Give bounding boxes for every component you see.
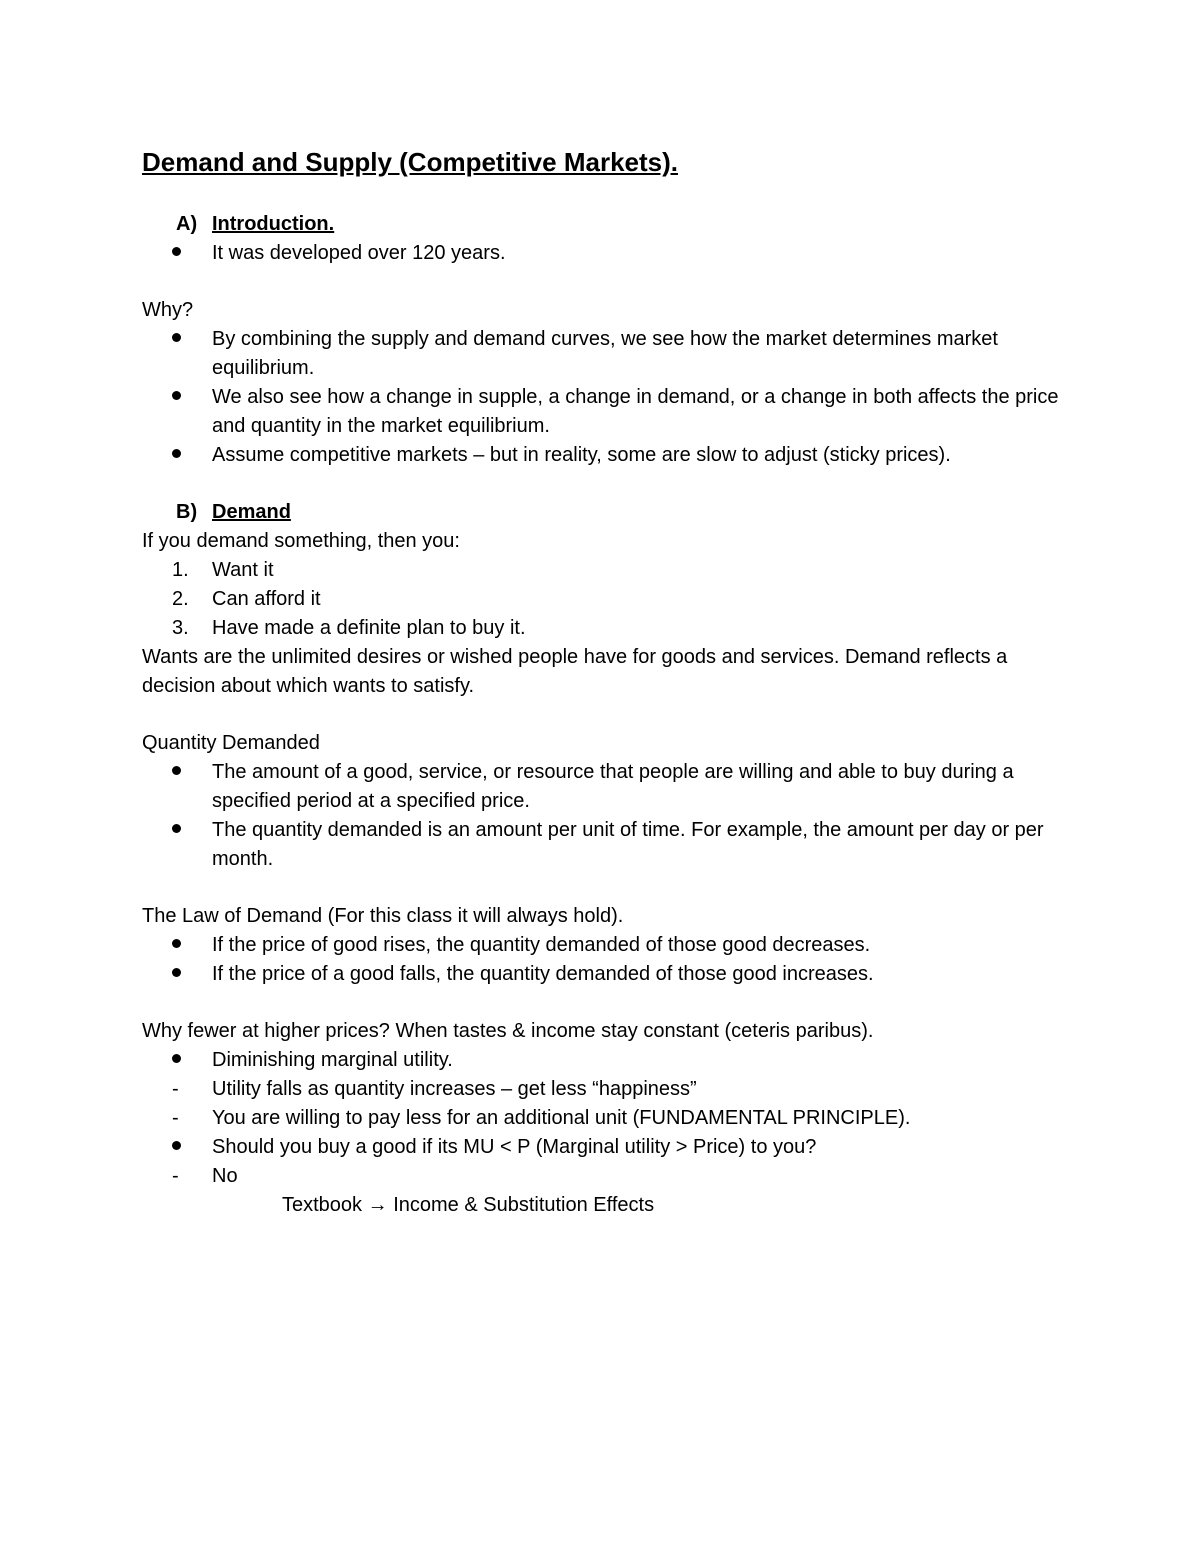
list-item: The amount of a good, service, or resource that people are willing and able to buy during a specified period at a specified price.	[142, 758, 1062, 816]
bullet-icon	[172, 758, 202, 787]
list-item: It was developed over 120 years.	[142, 239, 1062, 268]
textbook-label: Textbook	[282, 1194, 363, 1216]
bullet-icon	[172, 816, 202, 845]
bullet-icon	[172, 239, 202, 268]
document-body	[142, 210, 1062, 1220]
arrow-right-icon: →	[367, 1194, 388, 1216]
law-of-demand-bullets	[142, 931, 1062, 989]
section-a-title: Introduction.	[212, 213, 335, 235]
bullet-icon	[172, 960, 202, 989]
list-item: We also see how a change in supple, a change in demand, or a change in both affects the price and quantity in the market equilibrium.	[142, 383, 1062, 441]
list-item: Should you buy a good if its MU < P (Marginal utility > Price) to you?	[142, 1133, 1062, 1162]
why-bullets	[142, 325, 1062, 470]
dash-marker: -	[172, 1078, 179, 1100]
list-item: By combining the supply and demand curves, we see how the market determines market equilibrium.	[142, 325, 1062, 383]
bullet-icon	[172, 325, 202, 354]
bullet-icon	[172, 1133, 202, 1162]
list-item: - Utility falls as quantity increases – get less “happiness”	[142, 1075, 1062, 1104]
demand-conditions-list	[142, 556, 1062, 643]
list-item: 3. Have made a definite plan to buy it.	[172, 617, 526, 639]
why-label: Why?	[142, 299, 194, 321]
list-item: - No	[142, 1162, 1062, 1191]
dash-marker: -	[172, 1107, 179, 1129]
quantity-demanded-bullets	[142, 758, 1062, 874]
list-item: The quantity demanded is an amount per unit of time. For example, the amount per day or per month.	[142, 816, 1062, 874]
section-a-bullets	[142, 239, 1062, 268]
page-title: Demand and Supply (Competitive Markets).	[142, 147, 678, 177]
bullet-icon	[172, 1046, 202, 1075]
why-fewer-list	[142, 1046, 1062, 1191]
list-item: Diminishing marginal utility.	[142, 1046, 1062, 1075]
demand-intro: If you demand something, then you:	[142, 530, 460, 552]
section-a-letter: A)	[176, 213, 198, 235]
bullet-icon	[172, 441, 202, 470]
bullet-icon	[172, 931, 202, 960]
section-a-heading	[142, 210, 1062, 239]
list-item: 1. Want it	[172, 559, 274, 581]
textbook-reference	[142, 1191, 1062, 1220]
why-fewer-label: Why fewer at higher prices? When tastes & income stay constant (ceteris paribus).	[142, 1020, 874, 1042]
textbook-topic: Income & Substitution Effects	[393, 1194, 655, 1216]
section-b-title: Demand	[212, 501, 291, 523]
wants-paragraph: Wants are the unlimited desires or wished people have for goods and services. Demand reflects a decision about which wants to satisfy.	[142, 646, 1008, 697]
list-item: If the price of a good falls, the quantity demanded of those good increases.	[142, 960, 1062, 989]
section-b-letter: B)	[176, 501, 198, 523]
bullet-icon	[172, 383, 202, 412]
list-item: If the price of good rises, the quantity demanded of those good decreases.	[142, 931, 1062, 960]
list-item: 2. Can afford it	[172, 588, 321, 610]
quantity-demanded-label: Quantity Demanded	[142, 732, 320, 754]
list-item: - You are willing to pay less for an additional unit (FUNDAMENTAL PRINCIPLE).	[142, 1104, 1062, 1133]
list-item: Assume competitive markets – but in reality, some are slow to adjust (sticky prices).	[142, 441, 1062, 470]
section-b-heading	[142, 498, 1062, 527]
law-of-demand-label: The Law of Demand (For this class it will always hold).	[142, 905, 624, 927]
dash-marker: -	[172, 1165, 179, 1187]
